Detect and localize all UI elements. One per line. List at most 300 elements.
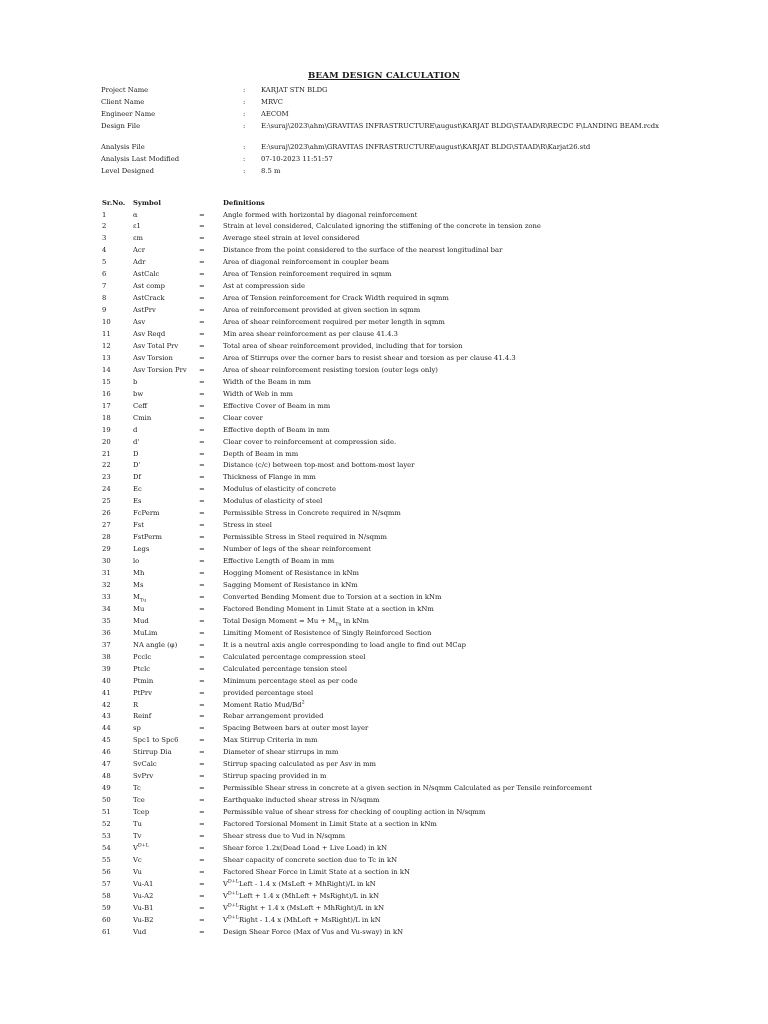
row-equals: = [199, 819, 205, 828]
row-symbol: Tc [133, 784, 141, 793]
project-info-value: MRVC [261, 98, 283, 106]
row-equals: = [199, 246, 205, 255]
row-equals: = [199, 891, 205, 900]
project-info-value: AECOM [261, 110, 289, 118]
definition-row [0, 306, 768, 315]
row-definition: Permissible Stress in Concrete required in N/sqmm [223, 509, 401, 518]
row-symbol: Stirrup Dia [133, 748, 172, 757]
row-equals: = [199, 581, 205, 589]
row-definition: Width of the Beam in mm [223, 377, 311, 386]
row-symbol: AstCalc [133, 270, 160, 279]
row-definition: Earthquake inducted shear stress in N/sqmm [223, 796, 380, 804]
row-equals: = [199, 867, 205, 876]
definition-row [0, 916, 768, 925]
row-definition: Effective Length of Beam in mm [223, 557, 335, 565]
row-number: 49 [102, 784, 111, 793]
row-number: 37 [102, 640, 111, 649]
row-number: 45 [102, 736, 111, 745]
row-equals: = [199, 843, 205, 852]
row-definition: Modulus of elasticity of concrete [223, 485, 336, 494]
row-number: 31 [102, 569, 111, 577]
definition-row [0, 270, 768, 279]
row-equals: = [199, 258, 205, 267]
row-equals: = [199, 485, 205, 494]
definition-row [0, 593, 768, 602]
row-number: 13 [102, 353, 111, 362]
row-number: 3 [102, 234, 107, 243]
project-info-row [0, 110, 768, 118]
row-symbol: d [133, 425, 138, 434]
row-definition: Factored Bending Moment in Limit State at a section in kNm [223, 604, 434, 613]
project-info-row [0, 155, 768, 163]
row-symbol: Ec [133, 485, 142, 494]
definition-row [0, 378, 768, 387]
row-definition: Min area shear reinforcement as per clause 41.4.3 [223, 330, 398, 338]
row-definition: Sagging Moment of Resistance in kNm [223, 581, 358, 589]
project-info-row [0, 143, 768, 151]
row-symbol: SvPrv [133, 772, 154, 781]
row-number: 21 [102, 449, 111, 458]
definition-row [0, 581, 768, 590]
definition-row [0, 748, 768, 757]
row-symbol: Ptmin [133, 676, 154, 685]
row-definition: Thickness of Flange in mm [223, 473, 316, 482]
row-equals: = [199, 545, 205, 554]
definition-row [0, 473, 768, 482]
project-info-separator: : [243, 167, 246, 175]
row-number: 55 [102, 855, 111, 864]
definition-row [0, 844, 768, 853]
row-symbol: Ptclc [133, 664, 151, 673]
row-definition: $V^{D+L}Left + 1.4$ x (MhLeft + MsRight)/L in kN [223, 891, 380, 900]
project-info-row [0, 167, 768, 175]
project-info-value: E:\suraj\2023\ahm\GRAVITAS INFRASTRUCTURE\august\KARJAT BLDG\STAAD\R\RECDC F\LANDING BEAM.rcdx [261, 122, 659, 130]
row-number: 44 [102, 724, 111, 733]
definition-row [0, 772, 768, 781]
row-number: 51 [102, 808, 111, 816]
row-equals: = [199, 640, 205, 649]
row-equals: = [199, 353, 205, 362]
row-definition: Angle formed with horizontal by diagonal reinforcement [223, 210, 418, 219]
row-number: 36 [102, 628, 111, 637]
row-equals: = [199, 879, 205, 888]
row-symbol: bw [133, 389, 144, 398]
row-number: 17 [102, 401, 111, 410]
row-number: 50 [102, 796, 111, 804]
row-symbol: Es [133, 497, 142, 506]
project-info-label: Analysis File [101, 143, 145, 151]
definition-row [0, 892, 768, 901]
row-equals: = [199, 234, 205, 243]
row-equals: = [199, 748, 205, 757]
project-info-separator: : [243, 155, 246, 163]
row-symbol: MuLim [133, 628, 158, 637]
row-definition: Diameter of shear stirrups in mm [223, 748, 339, 757]
row-symbol: AstCrack [133, 294, 165, 303]
row-number: 15 [102, 377, 111, 386]
row-definition: Clear cover [223, 413, 263, 422]
row-definition: Total Design Moment = $Mu + M_{Tu}$ in kNm [223, 616, 369, 628]
row-symbol: Reinf [133, 712, 152, 721]
row-number: 61 [102, 927, 111, 936]
row-definition: Hogging Moment of Resistance in kNm [223, 569, 360, 577]
row-definition: Area of diagonal reinforcement in coupler beam [223, 258, 390, 267]
definition-row [0, 509, 768, 518]
row-definition: Depth of Beam in mm [223, 449, 299, 458]
definition-row [0, 724, 768, 733]
definition-row [0, 569, 768, 578]
row-equals: = [199, 652, 205, 661]
definition-row [0, 605, 768, 614]
project-info-label: Level Designed [101, 167, 154, 175]
row-definition: Converted Bending Moment due to Torsion at a section in kNm [223, 592, 442, 601]
row-symbol: Ceff [133, 401, 148, 410]
row-number: 23 [102, 473, 111, 482]
row-equals: = [199, 712, 205, 721]
row-number: 30 [102, 557, 111, 565]
row-equals: = [199, 592, 205, 601]
row-definition: Average steel strain at level considered [223, 234, 360, 243]
definition-row [0, 438, 768, 447]
definition-row [0, 450, 768, 459]
row-number: 58 [102, 891, 111, 900]
project-info-separator: : [243, 143, 246, 151]
row-definition: Moment Ratio Mud/Bd$^2$ [223, 700, 305, 709]
definition-row [0, 330, 768, 339]
row-definition: Calculated percentage tension steel [223, 664, 348, 673]
row-symbol: Asv Total Prv [133, 341, 179, 350]
row-number: 25 [102, 497, 111, 506]
definition-row [0, 808, 768, 817]
header-definitions: Definitions [223, 199, 265, 207]
row-number: 12 [102, 341, 111, 350]
row-equals: = [199, 521, 205, 530]
row-symbol: d' [133, 437, 140, 446]
row-symbol: PtPrv [133, 688, 152, 697]
row-symbol: Mh [133, 569, 145, 577]
row-definition: Effective depth of Beam in mm [223, 425, 330, 434]
row-equals: = [199, 497, 205, 506]
row-equals: = [199, 330, 205, 338]
row-number: 33 [102, 592, 111, 601]
row-number: 59 [102, 903, 111, 912]
row-symbol: Tcep [133, 808, 150, 816]
row-symbol: εm [133, 234, 143, 243]
row-symbol: Mu [133, 604, 145, 613]
project-info-label: Analysis Last Modified [101, 155, 180, 163]
row-symbol: Vu-B2 [133, 915, 154, 924]
row-equals: = [199, 270, 205, 279]
row-definition: Area of Tension reinforcement required in sqmm [223, 270, 392, 279]
row-definition: Stirrup spacing calculated as per Asv in mm [223, 760, 376, 769]
row-equals: = [199, 628, 205, 637]
row-number: 19 [102, 425, 111, 434]
row-equals: = [199, 616, 205, 625]
row-equals: = [199, 808, 205, 816]
definition-row [0, 736, 768, 745]
row-definition: Stirrup spacing provided in m [223, 772, 327, 781]
row-number: 42 [102, 700, 111, 709]
row-symbol: Legs [133, 545, 150, 554]
row-number: 39 [102, 664, 111, 673]
row-symbol: Tv [133, 831, 142, 840]
row-definition: Effective Cover of Beam in mm [223, 401, 331, 410]
row-equals: = [199, 915, 205, 924]
row-definition: Shear capacity of concrete section due to Tc in kN [223, 855, 398, 864]
row-symbol: Vu-A2 [133, 891, 154, 900]
project-info-value: KARJAT STN BLDG [261, 86, 328, 94]
project-info-value: 8.5 m [261, 167, 281, 175]
row-equals: = [199, 688, 205, 697]
row-equals: = [199, 724, 205, 733]
row-symbol: ε1 [133, 222, 141, 231]
row-definition: Distance (c/c) between top-most and bottom-most layer [223, 461, 415, 470]
definition-row [0, 258, 768, 267]
row-definition: Calculated percentage compression steel [223, 652, 366, 661]
row-symbol: $V^{D+L}$ [133, 843, 149, 852]
row-symbol: Mud [133, 616, 149, 625]
definition-row [0, 784, 768, 793]
row-symbol: SvCalc [133, 760, 157, 769]
row-symbol: Acr [133, 246, 145, 255]
row-symbol: Asv Torsion [133, 353, 173, 362]
row-equals: = [199, 282, 205, 291]
row-equals: = [199, 413, 205, 422]
row-number: 5 [102, 258, 107, 267]
row-definition: Strain at level considered, Calculated ignoring the stiffening of the concrete in tension zone [223, 222, 541, 231]
row-number: 32 [102, 581, 111, 589]
row-equals: = [199, 294, 205, 303]
definition-row [0, 426, 768, 435]
project-info-value: E:\suraj\2023\ahm\GRAVITAS INFRASTRUCTURE\august\KARJAT BLDG\STAAD\R\Karjat26.std [261, 143, 591, 151]
definition-row [0, 677, 768, 686]
definition-row [0, 497, 768, 506]
definition-row [0, 390, 768, 399]
row-definition: Shear stress due to Vud in N/sqmm [223, 831, 346, 840]
definition-row [0, 629, 768, 638]
definition-row [0, 533, 768, 542]
row-symbol: Cmin [133, 413, 152, 422]
row-definition: Width of Web in mm [223, 389, 293, 398]
project-info-label: Project Name [101, 86, 149, 94]
definition-row [0, 760, 768, 769]
definition-row [0, 928, 768, 937]
row-definition: Spacing Between bars at outer most layer [223, 724, 369, 733]
row-equals: = [199, 389, 205, 398]
header-symbol: Symbol [133, 199, 161, 207]
row-symbol: Pcclc [133, 652, 152, 661]
project-info-row [0, 98, 768, 106]
row-symbol: FcPerm [133, 509, 160, 518]
row-equals: = [199, 855, 205, 864]
row-definition: Max Stirrup Criteria in mm [223, 736, 318, 745]
row-equals: = [199, 449, 205, 458]
definition-row [0, 557, 768, 566]
row-definition: Permissible Shear stress in concrete at a given section in N/sqmm Calculated as per Tensile reinforcement [223, 784, 593, 793]
row-symbol: Vc [133, 855, 142, 864]
row-symbol: D [133, 449, 139, 458]
row-number: 60 [102, 915, 111, 924]
definition-row [0, 653, 768, 662]
definition-row [0, 832, 768, 841]
row-equals: = [199, 437, 205, 446]
row-symbol: Vud [133, 927, 147, 936]
row-equals: = [199, 365, 205, 374]
row-definition: Area of Stirrups over the corner bars to resist shear and torsion as per clause 41.4.3 [223, 353, 516, 362]
definition-row [0, 856, 768, 865]
row-definition: Permissible Stress in Steel required in N/sqmm [223, 533, 387, 542]
project-info-separator: : [243, 86, 246, 94]
row-number: 1 [102, 210, 107, 219]
definition-row [0, 294, 768, 303]
row-number: 54 [102, 843, 111, 852]
row-equals: = [199, 927, 205, 936]
project-info-label: Engineer Name [101, 110, 156, 118]
row-number: 40 [102, 676, 111, 685]
definition-row [0, 880, 768, 889]
row-number: 47 [102, 760, 111, 769]
row-symbol: sp [133, 724, 141, 733]
row-number: 2 [102, 222, 107, 231]
row-equals: = [199, 796, 205, 804]
row-definition: Shear force 1.2x(Dead Load + Live Load) in kN [223, 843, 388, 852]
row-definition: Design Shear Force (Max of Vus and Vu-sway) in kN [223, 927, 404, 936]
definition-row [0, 868, 768, 877]
row-number: 22 [102, 461, 111, 470]
row-equals: = [199, 461, 205, 470]
definition-row [0, 820, 768, 829]
definition-row [0, 222, 768, 231]
row-equals: = [199, 318, 205, 327]
row-number: 4 [102, 246, 107, 255]
row-definition: $V^{D+L}Right - 1.4$ x (MhLeft + MsRight)/L in kN [223, 915, 381, 924]
header-sr-no: Sr.No. [102, 199, 126, 207]
row-number: 29 [102, 545, 111, 554]
row-equals: = [199, 772, 205, 781]
row-equals: = [199, 604, 205, 613]
row-number: 53 [102, 831, 111, 840]
definition-row [0, 366, 768, 375]
row-number: 56 [102, 867, 111, 876]
row-number: 24 [102, 485, 111, 494]
definition-row [0, 701, 768, 710]
row-symbol: Vu-A1 [133, 879, 154, 888]
row-number: 16 [102, 389, 111, 398]
project-info-separator: : [243, 98, 246, 106]
definition-row [0, 402, 768, 411]
row-definition: Area of shear reinforcement required per meter length in sqmm [223, 318, 445, 327]
row-definition: $V^{D+L}Left - 1.4$ x (MsLeft + MhRight)/L in kN [223, 879, 376, 888]
row-symbol: Tce [133, 796, 145, 804]
row-number: 26 [102, 509, 111, 518]
row-equals: = [199, 377, 205, 386]
row-equals: = [199, 210, 205, 219]
row-definition: Permissible value of shear stress for checking of coupling action in N/sqmm [223, 808, 486, 816]
row-number: 52 [102, 819, 111, 828]
definition-row [0, 545, 768, 554]
row-symbol: NA angle (φ) [133, 640, 178, 649]
definition-row [0, 796, 768, 805]
definition-row [0, 318, 768, 327]
row-symbol: α [133, 210, 138, 219]
definition-row [0, 665, 768, 674]
row-equals: = [199, 557, 205, 565]
row-equals: = [199, 784, 205, 793]
row-equals: = [199, 903, 205, 912]
row-symbol: AstPrv [133, 306, 156, 315]
row-definition: Stress in steel [223, 521, 272, 530]
row-number: 7 [102, 282, 107, 291]
row-symbol: Adr [133, 258, 146, 267]
row-number: 18 [102, 413, 111, 422]
row-number: 46 [102, 748, 111, 757]
row-symbol: Spc1 to Spc6 [133, 736, 179, 745]
row-number: 6 [102, 270, 107, 279]
row-definition: Modulus of elasticity of steel [223, 497, 323, 506]
project-info-label: Client Name [101, 98, 145, 106]
row-symbol: lo [133, 557, 140, 565]
row-symbol: Asv Torsion Prv [133, 365, 187, 374]
row-definition: Number of legs of the shear reinforcement [223, 545, 372, 554]
row-equals: = [199, 306, 205, 315]
row-symbol: FstPerm [133, 533, 162, 542]
definition-row [0, 641, 768, 650]
project-info-row [0, 122, 768, 138]
row-equals: = [199, 222, 205, 231]
row-symbol: Asv Reqd [133, 330, 166, 338]
row-definition: Area of shear reinforcement resisting torsion (outer legs only) [223, 365, 438, 374]
definition-row [0, 234, 768, 243]
project-info-separator: : [243, 110, 246, 118]
row-equals: = [199, 760, 205, 769]
row-equals: = [199, 736, 205, 745]
row-definition: Distance from the point considered to the surface of the nearest longitudinal bar [223, 246, 503, 255]
definition-row [0, 354, 768, 363]
definition-row [0, 282, 768, 291]
row-number: 38 [102, 652, 111, 661]
row-equals: = [199, 401, 205, 410]
definition-row [0, 689, 768, 698]
definition-row [0, 211, 768, 220]
row-number: 20 [102, 437, 111, 446]
row-symbol: $M_{Tu}$ [133, 592, 147, 604]
row-number: 28 [102, 533, 111, 542]
row-number: 48 [102, 772, 111, 781]
row-number: 35 [102, 616, 111, 625]
row-symbol: b [133, 377, 138, 386]
definition-row [0, 712, 768, 721]
project-info-separator: : [243, 122, 246, 130]
definition-row [0, 342, 768, 351]
row-definition: Rebar arrangement provided [223, 712, 324, 721]
row-definition: Factored Torsional Moment in Limit State at a section in kNm [223, 819, 437, 828]
row-number: 10 [102, 318, 111, 327]
row-number: 8 [102, 294, 107, 303]
row-number: 9 [102, 306, 107, 315]
definition-row [0, 461, 768, 470]
row-equals: = [199, 509, 205, 518]
row-definition: $V^{D+L}Right + 1.4$ x (MsLeft + MhRight)/L in kN [223, 903, 385, 912]
row-equals: = [199, 700, 205, 709]
definition-row [0, 617, 768, 626]
definition-row [0, 246, 768, 255]
row-equals: = [199, 533, 205, 542]
row-symbol: Vu-B1 [133, 903, 154, 912]
row-symbol: Asv [133, 318, 146, 327]
row-number: 41 [102, 688, 111, 697]
project-info-label: Design File [101, 122, 141, 130]
row-definition: Ast at compression side [223, 282, 306, 291]
